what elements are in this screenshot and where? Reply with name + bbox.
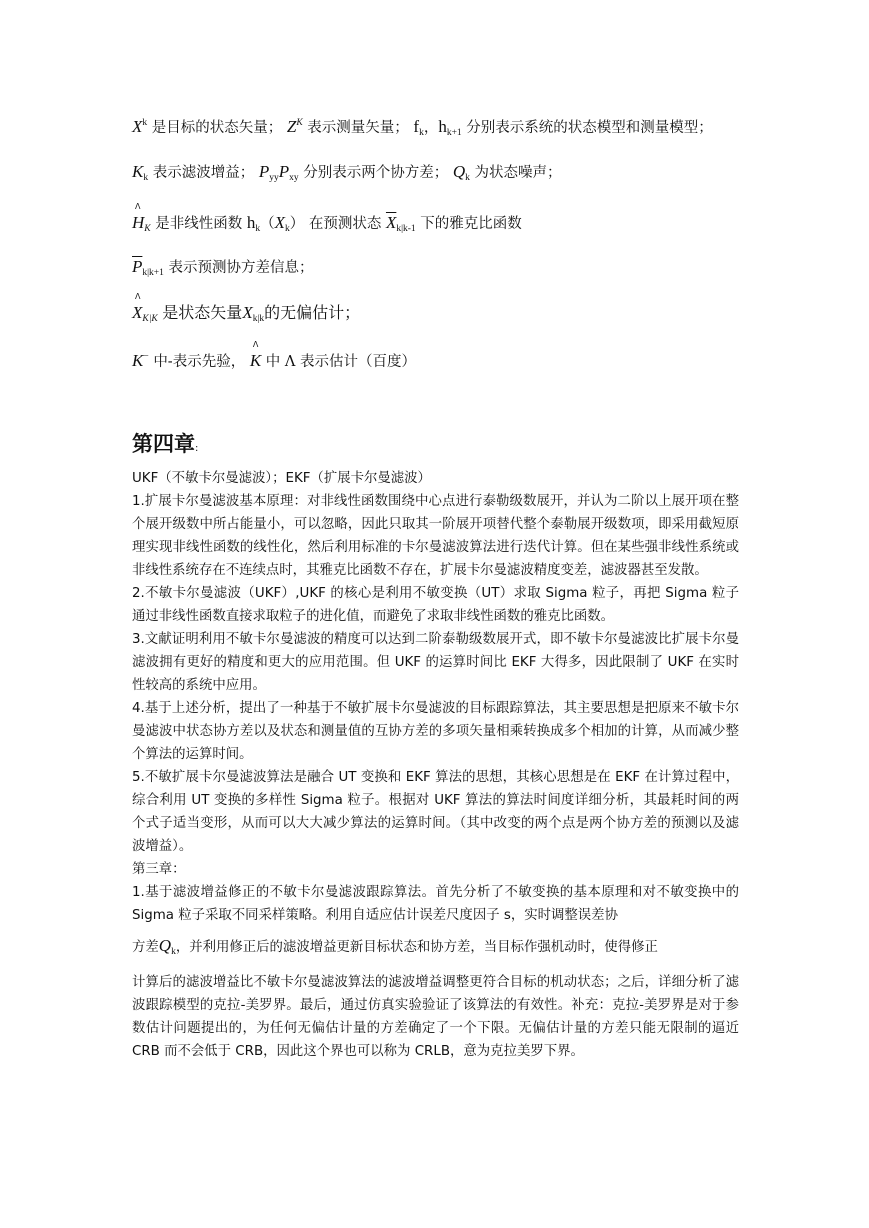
chapter-4-heading: 第四章: (132, 432, 199, 456)
definition-line-4: $\overline{P}_{k|k+1}$ 表示预测协方差信息； (132, 257, 314, 278)
chapter-4-paragraph-5: 5.不敏扩展卡尔曼滤波算法是融合 UT 变换和 EKF 算法的思想，其核心思想是在 EKF 在计算过程中，综合利用 UT 变换的多样性 Sigma 粒子。根据对 UKF 算法的算法时间度详细分析，其最耗时间的两个式子适当变形，从而可以大大减少算法的运算时间。（其中改变的两个点是两个协方差的预测以及滤波增益）。 (132, 770, 739, 854)
definition-line-1: $X^k$ 是目标的状态矢量； $Z^K$ 表示测量矢量； $f_k$，$h_{k+1}$ 分别表示系统的状态模型和测量模型； (132, 117, 713, 138)
chapter-3-paragraph-1a: 1.基于滤波增益修正的不敏卡尔曼滤波跟踪算法。首先分析了不敏变换的基本原理和对不敏变换中的 Sigma 粒子采取不同采样策略。利用自适应估计误差尺度因子 s，实时调整误差协 (132, 885, 739, 923)
chapter-3-paragraph-1c: 计算后的滤波增益比不敏卡尔曼滤波算法的滤波增益调整更符合目标的机动状态；之后，详细分析了滤波跟踪模型的克拉-美罗界。最后，通过仿真实验验证了该算法的有效性。补充：克拉-美罗界是对于参数估计问题提出的，为任何无偏估计量的方差确定了一个下限。无偏估计量的方差只能无限制的逼近 CRB 而不会低于 CRB，因此这个界也可以称为 CRLB，意为克拉美罗下界。 (132, 975, 739, 1059)
chapter-4-paragraph-4: 4.基于上述分析，提出了一种基于不敏扩展卡尔曼滤波的目标跟踪算法，其主要思想是把原来不敏卡尔曼滤波中状态协方差以及状态和测量值的互协方差的多项矢量相乘转换成多个相加的计算，从而减少整个算法的运算时间。 (132, 701, 739, 762)
chapter-3-paragraph-1b: 方差$Q_k$，并利用修正后的滤波增益更新目标状态和协方差，当目标作强机动时，使得修正 (132, 936, 658, 957)
chapter-4-paragraph-3: 3.文献证明利用不敏卡尔曼滤波的精度可以达到二阶泰勒级数展开式，即不敏卡尔曼滤波比扩展卡尔曼滤波拥有更好的精度和更大的应用范围。但 UKF 的运算时间比 EKF 大得多，因此限制了 UKF 在实时性较高的系统中应用。 (132, 632, 739, 693)
chapter-4-body (132, 467, 739, 1063)
chapter-4-intro: UKF（不敏卡尔曼滤波）；EKF（扩展卡尔曼滤波） (132, 471, 431, 486)
definition-line-2: $K_k$ 表示滤波增益； $P_{yy}P_{xy}$ 分别表示两个协方差； $Q_k$ 为状态噪声； (132, 162, 562, 183)
chapter-3-heading: 第三章： (132, 862, 186, 877)
chapter-4-paragraph-2: 2.不敏卡尔曼滤波（UKF）,UKF 的核心是利用不敏变换（UT）求取 Sigma 粒子，再把 Sigma 粒子通过非线性函数直接求取粒子的进化值，而避免了求取非线性函数的雅克比函数。 (132, 586, 739, 624)
definition-line-5: Λ $X_{K|K}$ 是状态矢量$X_{k|k}$的无偏估计； (132, 300, 772, 324)
chapter-4-paragraph-1: 1.扩展卡尔曼滤波基本原理：对非线性函数围绕中心点进行泰勒级数展开，并认为二阶以上展开项在整个展开级数中所占能量小，可以忽略，因此只取其一阶展开项替代整个泰勒展开级数项，即采用截短原理实现非线性函数的线性化，然后利用标准的卡尔曼滤波算法进行迭代计算。但在某些强非线性系统或非线性系统存在不连续点时，其雅克比函数不存在，扩展卡尔曼滤波精度变差，滤波器甚至发散。 (132, 494, 739, 578)
definition-line-3: Λ $H_K$ 是非线性函数 $h_k(X_k)$ 在预测状态 $\overline{X}_{k|k-1}$ 下的雅克比函数 (132, 212, 772, 234)
definition-line-6: K− 中-表示先验， Λ K 中 Λ 表示估计（百度） (132, 350, 772, 371)
